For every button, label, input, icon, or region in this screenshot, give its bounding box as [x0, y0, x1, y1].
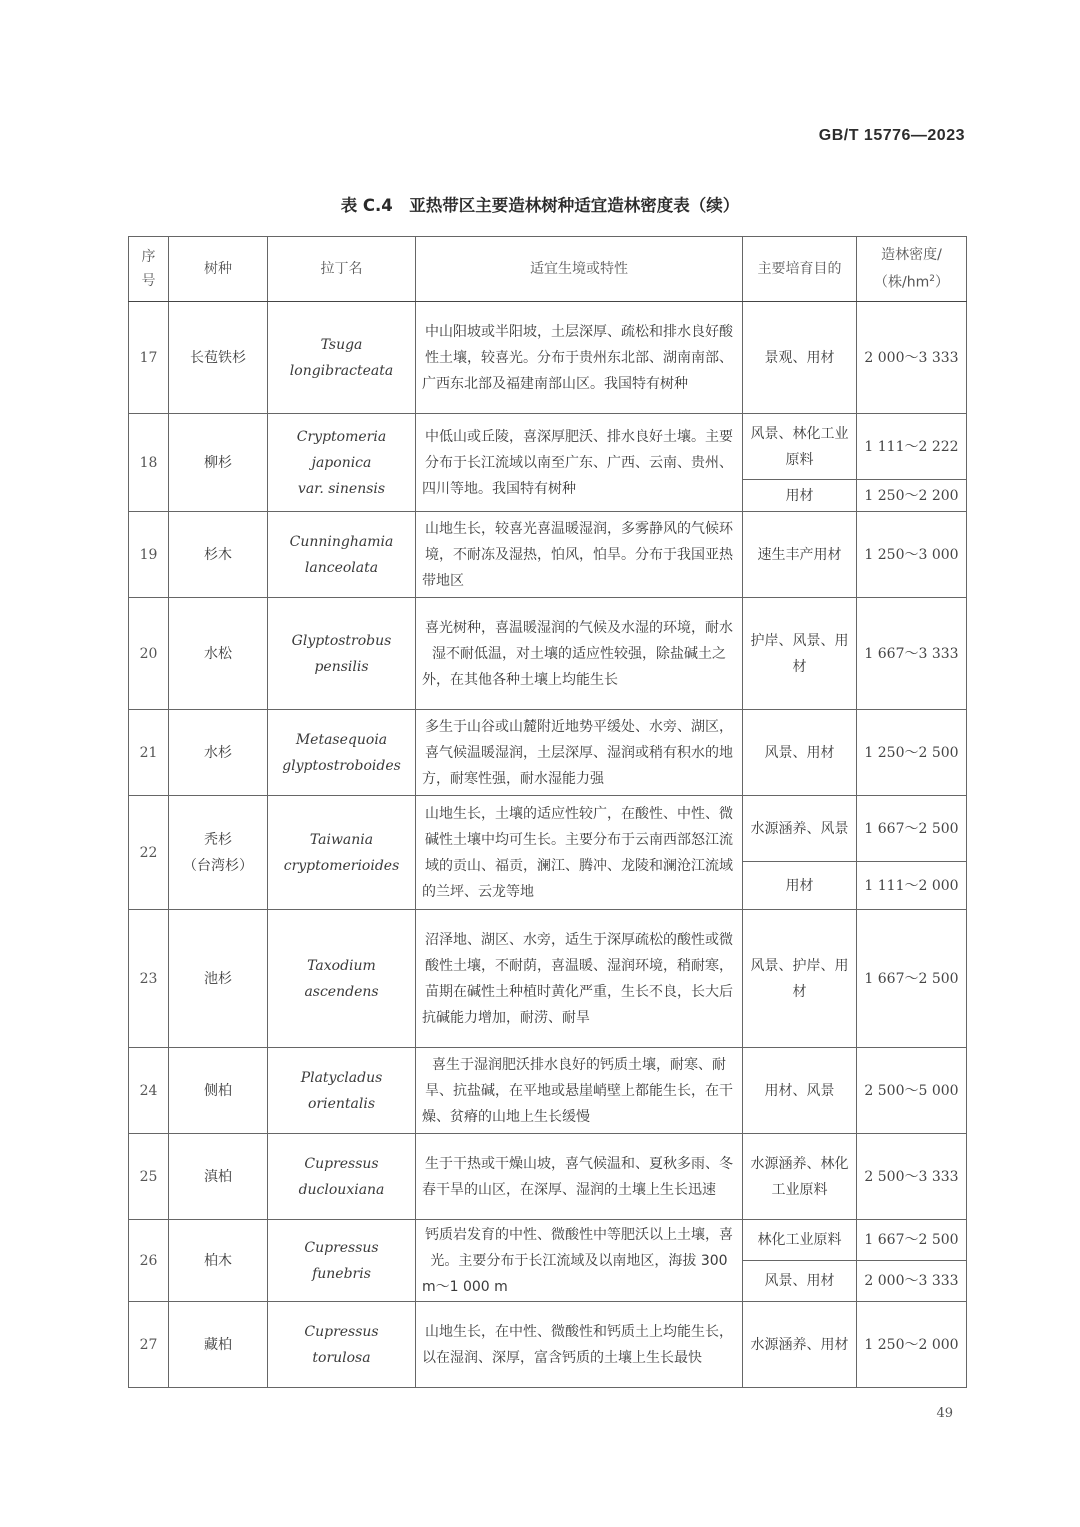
row-number: 25 — [129, 1134, 169, 1220]
density-header-sup: 2 — [929, 274, 935, 285]
col-header-latin: 拉丁名 — [268, 237, 416, 302]
planting-density: 1 111～2 000 — [857, 862, 967, 910]
species-name — [169, 910, 268, 1048]
table-row — [129, 710, 967, 796]
latin-name-line: duclouxiana — [298, 1181, 385, 1198]
species-name-text: 柏木 — [204, 1252, 232, 1269]
row-number: 19 — [129, 512, 169, 598]
habitat-description: 中低山或丘陵，喜深厚肥沃、排水良好土壤。主要分布于长江流域以南至广东、广西、云南、贵州、四川等地。我国特有树种 — [416, 414, 743, 512]
latin-name-line: Cryptomeria — [296, 428, 387, 445]
species-name — [169, 710, 268, 796]
species-name — [169, 598, 268, 710]
planting-density: 1 250～2 000 — [857, 1302, 967, 1388]
row-number: 20 — [129, 598, 169, 710]
table-row — [129, 796, 967, 862]
latin-name-line: pensilis — [314, 658, 369, 675]
density-header-end: ） — [934, 274, 949, 291]
latin-name — [268, 1134, 416, 1220]
latin-name-line: Glyptostrobus — [291, 632, 392, 649]
latin-name — [268, 1220, 416, 1302]
density-header-line2: （株/hm — [874, 274, 930, 291]
latin-name — [268, 512, 416, 598]
habitat-description: 山地生长，较喜光喜温暖湿润，多雾静风的气候环境，不耐冻及湿热，怕风，怕旱。分布于我国亚热带地区 — [416, 512, 743, 598]
latin-name-line: japonica — [311, 454, 372, 471]
cultivation-purpose: 用材 — [743, 862, 857, 910]
planting-density: 2 000～3 333 — [857, 1261, 967, 1302]
col-header-no: 序号 — [129, 237, 169, 302]
col-header-purpose: 主要培育目的 — [743, 237, 857, 302]
planting-density: 1 250～2 200 — [857, 480, 967, 512]
latin-name — [268, 1302, 416, 1388]
species-name-text: 侧柏 — [204, 1082, 232, 1099]
row-number: 23 — [129, 910, 169, 1048]
habitat-description: 钙质岩发育的中性、微酸性中等肥沃以上土壤，喜光。主要分布于长江流域及以南地区，海拔 300 m～1 000 m — [416, 1220, 743, 1302]
cultivation-purpose: 林化工业原料 — [743, 1220, 857, 1261]
row-number: 18 — [129, 414, 169, 512]
planting-density: 2 500～3 333 — [857, 1134, 967, 1220]
table-title: 表 C.4 亚热带区主要造林树种适宜造林密度表（续） — [340, 196, 740, 215]
latin-name-line: cryptomerioides — [283, 857, 400, 874]
table-row — [129, 414, 967, 480]
latin-name — [268, 910, 416, 1048]
cultivation-purpose: 用材 — [743, 480, 857, 512]
cultivation-purpose: 景观、用材 — [743, 302, 857, 414]
species-name-text: 杉木 — [204, 546, 232, 563]
latin-name — [268, 598, 416, 710]
latin-name-line: Taxodium — [307, 957, 376, 974]
cultivation-purpose: 用材、风景 — [743, 1048, 857, 1134]
habitat-description: 喜生于湿润肥沃排水良好的钙质土壤，耐寒、耐旱、抗盐碱，在平地或悬崖峭壁上都能生长，在干燥、贫瘠的山地上生长缓慢 — [416, 1048, 743, 1134]
species-name-text: 水松 — [204, 645, 232, 662]
planting-density: 1 667～3 333 — [857, 598, 967, 710]
species-name-text: 秃杉 — [204, 831, 232, 848]
species-alt-name: （台湾杉） — [183, 857, 253, 874]
habitat-description: 沼泽地、湖区、水旁，适生于深厚疏松的酸性或微酸性土壤，不耐荫，喜温暖、湿润环境，稍耐寒，苗期在碱性土种植时黄化严重，生长不良，长大后抗碱能力增加，耐涝、耐旱 — [416, 910, 743, 1048]
planting-density: 1 667～2 500 — [857, 910, 967, 1048]
col-header-species: 树种 — [169, 237, 268, 302]
latin-name-line: Cupressus — [304, 1155, 379, 1172]
cultivation-purpose: 风景、用材 — [743, 710, 857, 796]
species-name-text: 水杉 — [204, 744, 232, 761]
species-name-text: 滇柏 — [204, 1168, 232, 1185]
latin-name — [268, 1048, 416, 1134]
row-number: 26 — [129, 1220, 169, 1302]
latin-name — [268, 414, 416, 512]
species-name — [169, 1134, 268, 1220]
col-header-habitat: 适宜生境或特性 — [416, 237, 743, 302]
species-name — [169, 1220, 268, 1302]
density-table — [128, 236, 967, 1388]
cultivation-purpose: 速生丰产用材 — [743, 512, 857, 598]
row-number: 21 — [129, 710, 169, 796]
species-name — [169, 512, 268, 598]
table-row — [129, 598, 967, 710]
standard-number: GB/T 15776—2023 — [818, 127, 965, 144]
latin-name-line: ascendens — [304, 983, 379, 1000]
habitat-description: 生于干热或干燥山坡，喜气候温和、夏秋多雨、冬春干旱的山区，在深厚、湿润的土壤上生长迅速 — [416, 1134, 743, 1220]
cultivation-purpose: 风景、用材 — [743, 1261, 857, 1302]
planting-density: 1 667～2 500 — [857, 1220, 967, 1261]
species-name — [169, 414, 268, 512]
habitat-description: 山地生长，土壤的适应性较广，在酸性、中性、微碱性土壤中均可生长。主要分布于云南西部怒江流域的贡山、福贡，澜江、腾冲、龙陵和澜沧江流域的兰坪、云龙等地 — [416, 796, 743, 910]
latin-name-line: lanceolata — [304, 559, 379, 576]
latin-name-line: longibracteata — [289, 362, 394, 379]
habitat-description: 山地生长，在中性、微酸性和钙质土上均能生长，以在湿润、深厚，富含钙质的土壤上生长最快 — [416, 1302, 743, 1388]
page-number: 49 — [936, 1406, 953, 1421]
latin-name-line: Metasequoia — [295, 731, 388, 748]
planting-density: 2 500～5 000 — [857, 1048, 967, 1134]
table-row — [129, 1302, 967, 1388]
latin-name-line: Tsuga — [320, 336, 363, 353]
latin-name-line: glyptostroboides — [282, 757, 401, 774]
cultivation-purpose: 护岸、风景、用材 — [743, 598, 857, 710]
habitat-description: 喜光树种，喜温暖湿润的气候及水湿的环境，耐水湿不耐低温，对土壤的适应性较强，除盐碱土之外，在其他各种土壤上均能生长 — [416, 598, 743, 710]
species-name-text: 池杉 — [204, 970, 232, 987]
latin-name — [268, 710, 416, 796]
cultivation-purpose: 水源涵养、用材 — [743, 1302, 857, 1388]
planting-density: 2 000～3 333 — [857, 302, 967, 414]
planting-density: 1 111～2 222 — [857, 414, 967, 480]
latin-name-line: Taiwania — [309, 831, 374, 848]
planting-density: 1 250～2 500 — [857, 710, 967, 796]
cultivation-purpose: 水源涵养、林化工业原料 — [743, 1134, 857, 1220]
species-name — [169, 1302, 268, 1388]
cultivation-purpose: 风景、护岸、用材 — [743, 910, 857, 1048]
table-row — [129, 302, 967, 414]
latin-name-line: orientalis — [307, 1095, 375, 1112]
table-row — [129, 1220, 967, 1261]
planting-density: 1 667～2 500 — [857, 796, 967, 862]
species-name — [169, 1048, 268, 1134]
latin-name-line: Cupressus funebris — [304, 1239, 379, 1282]
row-number: 22 — [129, 796, 169, 910]
cultivation-purpose: 水源涵养、风景 — [743, 796, 857, 862]
row-number: 27 — [129, 1302, 169, 1388]
planting-density: 1 250～3 000 — [857, 512, 967, 598]
table-row — [129, 910, 967, 1048]
latin-name-line: Platycladus — [300, 1069, 383, 1086]
habitat-description: 多生于山谷或山麓附近地势平缓处、水旁、湖区，喜气候温暖湿润，土层深厚、湿润或稍有积水的地方，耐寒性强，耐水湿能力强 — [416, 710, 743, 796]
species-name-text: 柳杉 — [204, 454, 232, 471]
table-row — [129, 512, 967, 598]
row-number: 24 — [129, 1048, 169, 1134]
species-name-text: 藏柏 — [204, 1336, 232, 1353]
density-header-line1: 造林密度/ — [881, 247, 942, 264]
latin-name — [268, 302, 416, 414]
table-header-row — [129, 237, 967, 302]
col-header-density — [857, 237, 967, 302]
species-name — [169, 796, 268, 910]
table-row — [129, 1134, 967, 1220]
cultivation-purpose: 风景、林化工业原料 — [743, 414, 857, 480]
table-row — [129, 1048, 967, 1134]
habitat-description: 中山阳坡或半阳坡，土层深厚、疏松和排水良好酸性土壤，较喜光。分布于贵州东北部、湖南南部、广西东北部及福建南部山区。我国特有树种 — [416, 302, 743, 414]
latin-name-line: Cunninghamia — [289, 533, 394, 550]
latin-name — [268, 796, 416, 910]
row-number: 17 — [129, 302, 169, 414]
species-name — [169, 302, 268, 414]
latin-name-line: Cupressus torulosa — [304, 1323, 379, 1366]
species-name-text: 长苞铁杉 — [190, 349, 246, 366]
latin-name-line: var. sinensis — [297, 480, 386, 497]
